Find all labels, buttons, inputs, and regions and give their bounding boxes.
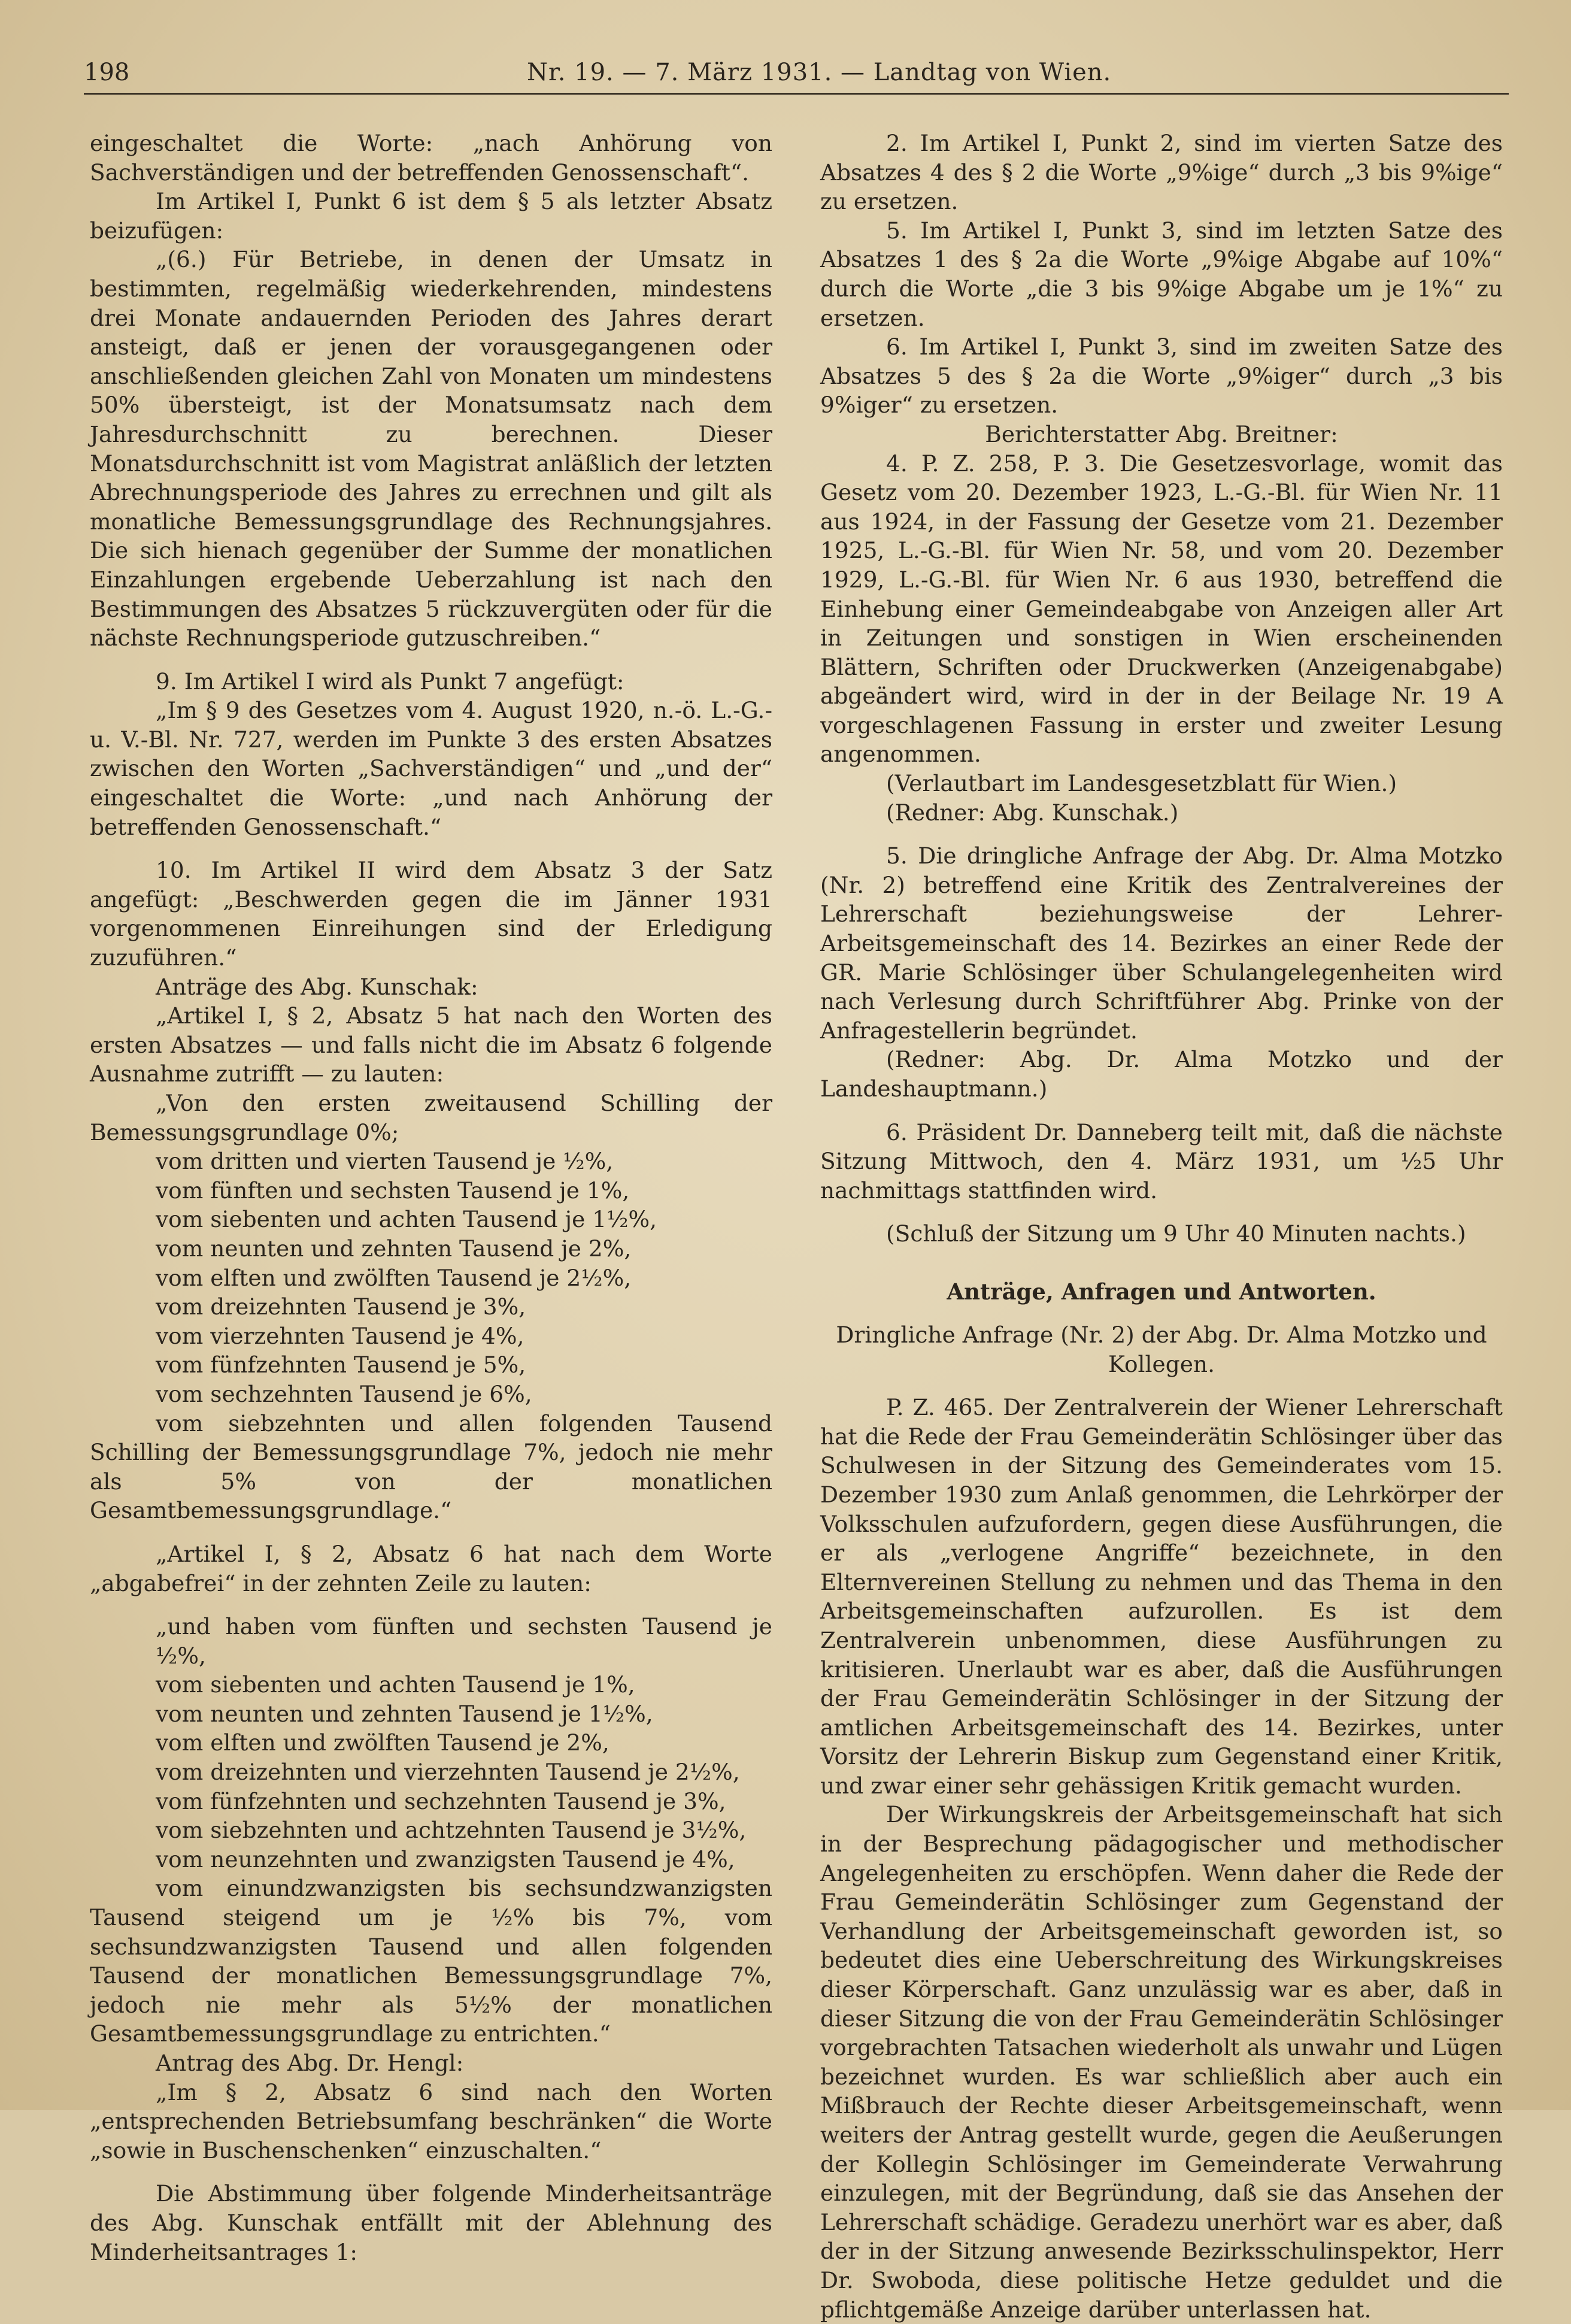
subheading: Dringliche Anfrage (Nr. 2) der Abg. Dr. Alma Motzko und Kollegen. — [836, 1321, 1487, 1377]
paragraph: „Artikel I, § 2, Absatz 6 hat nach dem Worte „abgabefrei“ in der zehnten Zeile zu lauten: — [90, 1540, 772, 1596]
paragraph: „(6.) Für Betriebe, in denen der Umsatz in bestimmten, regelmäßig wiederkehrenden, mindestens drei Monate andauernden Perioden des Jahres derart ansteigt, daß er jenen der vorausgegangenen oder anschließenden gleichen Zahl von Monaten um mindestens 50% übersteigt, ist der Monatsumsatz nach dem Jahresdurchschnitt zu berechnen. Dieser Monatsdurchschnitt ist vom Magistrat anläßlich der letzten Abrechnungsperiode des Jahres zu errechnen und gilt als monatliche Bemessungsgrundlage des Rechnungsjahres. Die sich hienach gegenüber der Summe der monatlichen Einzahlungen ergebende Ueberzahlung ist nach den Bestimmungen des Absatzes 5 rückzuvergüten oder für die nächste Rechnungsperiode gutzuschreiben.“ — [90, 246, 772, 652]
paragraph: (Redner: Abg. Kunschak.) — [886, 799, 1179, 826]
list-item: vom siebenten und achten Tausend je 1½%, — [156, 1206, 657, 1233]
list-item: vom fünfzehnten Tausend je 5%, — [156, 1352, 526, 1378]
list-item: vom sechzehnten Tausend je 6%, — [156, 1380, 532, 1407]
list-item: vom einundzwanzigsten bis sechsundzwanzigsten Tausend steigend um je ½% bis 7%, vom sechsundzwanzigsten Tausend und allen folgenden Tausend der monatlichen Bemessungsgrundlage 7%, jedoch nie mehr als 5½% der monatlichen Gesamtbemessungsgrundlage zu entrichten.“ — [90, 1875, 772, 2047]
list-item: vom neunten und zehnten Tausend je 1½%, — [156, 1700, 653, 1727]
paragraph: 9. Im Artikel I wird als Punkt 7 angefügt: — [156, 668, 624, 695]
paragraph: 4. P. Z. 258, P. 3. Die Gesetzesvorlage, womit das Gesetz vom 20. Dezember 1923, L.-G.-Bl. für Wien Nr. 11 aus 1924, in der Fassung der Gesetze vom 21. Dezember 1925, L.-G.-Bl. für Wien Nr. 58, und vom 20. Dezember 1929, L.-G.-Bl. für Wien Nr. 6 aus 1930, betreffend die Einhebung einer Gemeindeabgabe von Anzeigen aller Art in Zeitungen und sonstigen in Wien erscheinenden Blättern, Schriften oder Druckwerken (Anzeigenabgabe) abgeändert wird, wird in der in der Beilage Nr. 19 A vorgeschlagenen Fassung in erster und zweiter Lesung angenommen. — [820, 450, 1503, 768]
list-item: vom siebzehnten und allen folgenden Tausend Schilling der Bemessungsgrundlage 7%, jedoch nie mehr als 5% von der monatlichen Gesamtbemessungsgrundlage.“ — [90, 1410, 772, 1524]
running-title: Nr. 19. — 7. März 1931. — Landtag von Wien. — [527, 59, 1112, 86]
list-item: vom vierzehnten Tausend je 4%, — [156, 1322, 524, 1349]
list-item: vom siebenten und achten Tausend je 1%, — [156, 1671, 635, 1698]
page-header — [84, 54, 1509, 96]
list-item: vom elften und zwölften Tausend je 2½%, — [156, 1264, 632, 1291]
paragraph: 10. Im Artikel II wird dem Absatz 3 der Satz angefügt: „Beschwerden gegen die im Jänner 1931 vorgenommenen Einreihungen sind der Erledigung zuzuführen.“ — [90, 857, 772, 971]
paragraph: 5. Im Artikel I, Punkt 3, sind im letzten Satze des Absatzes 1 des § 2a die Worte „9%ige Abgabe auf 10%“ durch die Worte „die 3 bis 9%ige Abgabe um je 1%“ zu ersetzen. — [820, 217, 1503, 331]
list-item: vom siebzehnten und achtzehnten Tausend je 3½%, — [156, 1817, 747, 1844]
paragraph: „Artikel I, § 2, Absatz 5 hat nach den Worten des ersten Absatzes — und falls nicht die im Absatz 6 folgende Ausnahme zutrifft — zu lauten: — [90, 1002, 772, 1087]
paragraph: (Verlautbart im Landesgesetzblatt für Wien.) — [886, 770, 1397, 797]
paragraph: Anträge des Abg. Kunschak: — [156, 973, 478, 1000]
paragraph: P. Z. 465. Der Zentralverein der Wiener Lehrerschaft hat die Rede der Frau Gemeinderätin Schlösinger über das Schulwesen in der Sitzung des Gemeinderates vom 15. Dezember 1930 zum Anlaß genommen, die Lehrkörper der Volksschulen aufzufordern, gegen diese Ausführungen, die er als „verlogene Angriffe“ bezeichnete, in den Elternvereinen Stellung zu nehmen und das Thema in den Arbeitsgemeinschaften aufzurollen. Es ist dem Zentralverein unbenommen, diese Ausführungen zu kritisieren. Unerlaubt war es aber, daß die Ausführungen der Frau Gemeinderätin Schlösinger in der Sitzung der amtlichen Arbeitsgemeinschaft des 14. Bezirkes, unter Vorsitz der Lehrerin Biskup zum Gegenstand einer Kritik, und zwar einer sehr gehässigen Kritik gemacht wurden. — [820, 1394, 1503, 1799]
list-item: vom dritten und vierten Tausend je ½%, — [156, 1148, 614, 1175]
list-item: „und haben vom fünften und sechsten Tausend je ½%, — [156, 1613, 772, 1669]
header-rule — [84, 93, 1509, 95]
paragraph: eingeschaltet die Worte: „nach Anhörung von Sachverständigen und der betreffenden Genossenschaft“. — [90, 130, 772, 186]
paragraph: 5. Die dringliche Anfrage der Abg. Dr. Alma Motzko (Nr. 2) betreffend eine Kritik des Zentralvereines der Lehrerschaft beziehungsweise der Lehrer-Arbeitsgemeinschaft des 14. Bezirkes an einer Rede der GR. Marie Schlösinger über Schulangelegenheiten wird nach Verlesung durch Schriftführer Abg. Prinke von der Anfragestellerin begründet. — [820, 843, 1503, 1044]
paragraph: (Schluß der Sitzung um 9 Uhr 40 Minuten nachts.) — [886, 1220, 1466, 1247]
paragraph: Antrag des Abg. Dr. Hengl: — [156, 2050, 464, 2076]
paragraph: Im Artikel I, Punkt 6 ist dem § 5 als letzter Absatz beizufügen: — [90, 188, 772, 244]
section-heading: Anträge, Anfragen und Antworten. — [947, 1278, 1376, 1305]
paragraph: Die Abstimmung über folgende Minderheitsanträge des Abg. Kunschak entfällt mit der Ablehnung des Minderheitsantrages 1: — [90, 2180, 772, 2265]
list-item: vom fünfzehnten und sechzehnten Tausend je 3%, — [156, 1787, 726, 1814]
paragraph: Der Wirkungskreis der Arbeitsgemeinschaft hat sich in der Besprechung pädagogischer und methodischer Angelegenheiten zu erschöpfen. Wenn daher die Rede der Frau Gemeinderätin Schlösinger zum Gegenstand der Verhandlung der Arbeitsgemeinschaft geworden ist, so bedeutet dies eine Ueberschreitung des Wirkungskreises dieser Körperschaft. Ganz unzulässig war es aber, daß in dieser Sitzung die von der Frau Gemeinderätin Schlösinger vorgebrachten Tatsachen wiederholt als unwahr und Lügen bezeichnet wurden. Es war schließlich aber auch ein Mißbrauch der Rechte dieser Arbeitsgemeinschaft, wenn weiters der Antrag gestellt wurde, gegen die Aeußerungen der Kollegin Schlösinger im Gemeinderate Verwahrung einzulegen, mit der Begründung, daß sie das Ansehen der Lehrerschaft schädige. Geradezu unerhört war es aber, daß der in der Sitzung anwesende Bezirksschulinspektor, Herr Dr. Swoboda, diese politische Hetze geduldet und die pflichtgemäße Anzeige darüber unterlassen hat. — [820, 1801, 1503, 2323]
speaker-line: Berichterstatter Abg. Breitner: — [985, 420, 1338, 447]
list-item: vom dreizehnten und vierzehnten Tausend je 2½%, — [156, 1759, 740, 1786]
paragraph: „Von den ersten zweitausend Schilling der Bemessungsgrundlage 0%; — [90, 1090, 772, 1146]
paragraph: 6. Präsident Dr. Danneberg teilt mit, daß die nächste Sitzung Mittwoch, den 4. März 1931, um ½5 Uhr nachmittags stattfinden wird. — [820, 1119, 1503, 1204]
list-item: vom neunzehnten und zwanzigsten Tausend je 4%, — [156, 1846, 735, 1872]
page-number: 198 — [84, 59, 130, 86]
paragraph: 6. Im Artikel I, Punkt 3, sind im zweiten Satze des Absatzes 5 des § 2a die Worte „9%iger“ durch „3 bis 9%iger“ zu ersetzen. — [820, 334, 1503, 419]
paragraph: „Im § 9 des Gesetzes vom 4. August 1920, n.-ö. L.-G.- u. V.-Bl. Nr. 727, werden im Punkte 3 des ersten Absatzes zwischen den Worten „Sachverständigen“ und „und der“ eingeschaltet die Worte: „und nach Anhörung der betreffenden Genossenschaft.“ — [90, 697, 772, 840]
paragraph: 2. Im Artikel I, Punkt 2, sind im vierten Satze des Absatzes 4 des § 2 die Worte „9%ige“ durch „3 bis 9%ige“ zu ersetzen. — [820, 130, 1503, 215]
left-column — [90, 129, 772, 2267]
list-item: vom fünften und sechsten Tausend je 1%, — [156, 1177, 630, 1204]
list-item: vom neunten und zehnten Tausend je 2%, — [156, 1235, 632, 1262]
paragraph: „Im § 2, Absatz 6 sind nach den Worten „entsprechenden Betriebsumfang beschränken“ die Worte „sowie in Buschenschenken“ einzuschalten.“ — [90, 2078, 772, 2164]
list-item: vom elften und zwölften Tausend je 2%, — [156, 1729, 609, 1756]
right-column — [820, 129, 1503, 2324]
paragraph: (Redner: Abg. Dr. Alma Motzko und der Landeshauptmann.) — [820, 1046, 1503, 1102]
list-item: vom dreizehnten Tausend je 3%, — [156, 1293, 526, 1320]
